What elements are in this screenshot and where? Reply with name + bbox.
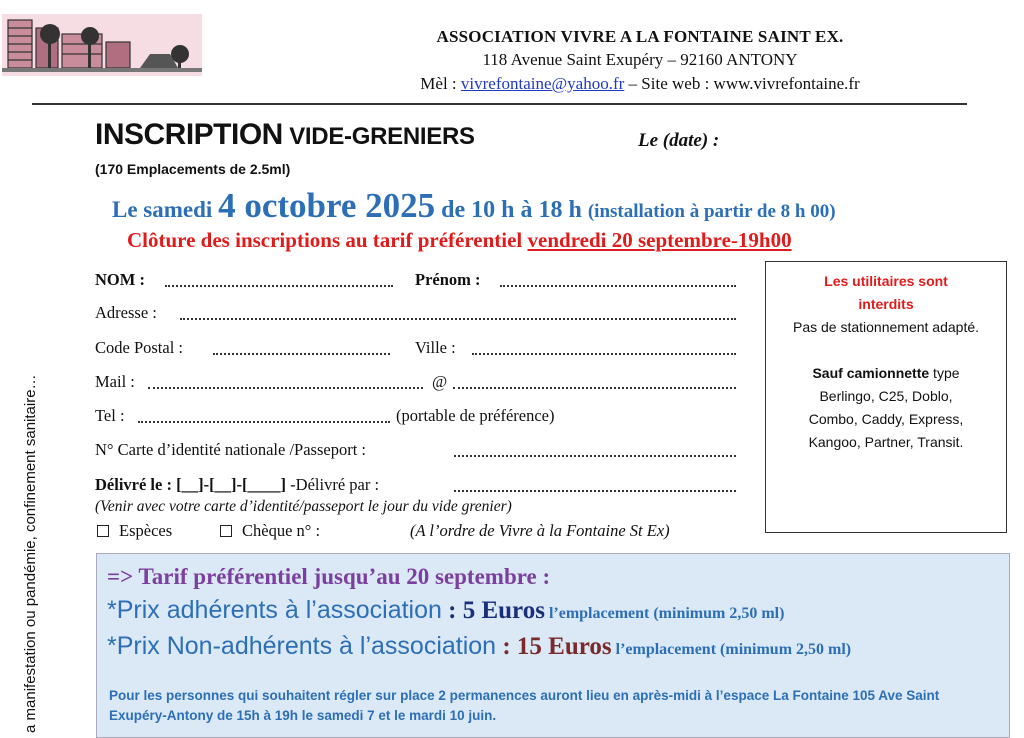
tarif-adherents [107,596,784,625]
header-divider [32,103,967,105]
adresse-field[interactable] [180,306,736,320]
org-contact [240,74,1024,94]
box-warning-1: Les utilitaires sont [824,273,948,289]
box-vehicles-2: Combo, Caddy, Express, [808,411,964,427]
at-sign: @ [432,372,448,391]
page-title [95,118,475,152]
prenom-field[interactable] [500,273,736,287]
vertical-note: a manifestation ou pandémie, confinement sanitaire… [22,374,39,733]
cp-field[interactable] [213,341,390,355]
adherents-price: : 5 Euros [441,597,545,624]
box-sauf: Sauf camionnette [812,365,930,381]
adresse-label: Adresse : [95,303,157,322]
deadline-date: vendredi 20 septembre-19h00 [527,228,792,252]
ville-field[interactable] [472,341,736,355]
association-logo [2,14,202,76]
event-hours: de 10 h à 18 h [435,197,588,223]
event-line [112,186,836,226]
box-type: type [929,365,960,381]
org-address: 118 Avenue Saint Exupéry – 92160 ANTONY [482,50,798,69]
deadline-text: Clôture des inscriptions au tarif préférentiel [127,228,528,252]
adherents-label: *Prix adhérents à l’association [107,596,442,624]
date-label: Le (date) : [638,130,720,151]
permanence-info: Pour les personnes qui souhaitent régler sur place 2 permanences auront lieu en après-midi à l’espace La Fontaine 105 Ave Saint Exupéry-Antony de 15h à 19h le samedi 7 et le mardi 10 juin. [109,688,940,723]
id-note: (Venir avec votre carte d’identité/passeport le jour du vide grenier) [95,498,512,515]
delivre-par-label: -Délivré par : [286,475,380,494]
nom-field[interactable] [165,273,393,287]
event-day: Le samedi [112,197,219,222]
mail-user-field[interactable] [148,375,423,389]
org-name: ASSOCIATION VIVRE A LA FONTAINE SAINT EX. [436,27,844,46]
especes-checkbox[interactable] [97,525,109,537]
tel-label: Tel : [95,406,125,425]
non-adherents-label: *Prix Non-adhérents à l’association [107,632,497,660]
title-main: INSCRIPTION [95,118,283,151]
cheque-checkbox[interactable] [220,525,232,537]
tarif-title: => Tarif préférentiel jusqu’au 20 septembre : [107,564,551,589]
adherents-unit: l’emplacement (minimum 2,50 ml) [544,605,785,622]
box-vehicles-1: Berlingo, C25, Doblo, [819,388,953,404]
nom-label: NOM : [95,270,145,289]
non-adherents-unit: l’emplacement (minimum 2,50 ml) [611,641,852,658]
cp-label: Code Postal : [95,338,184,357]
box-vehicles-3: Kangoo, Partner, Transit. [808,434,964,450]
especes-label: Espèces [119,521,173,540]
tel-note: (portable de préférence) [396,406,555,425]
email-link[interactable]: vivrefontaine@yahoo.fr [460,74,625,93]
tarif-non-adherents [107,632,851,661]
deadline-line [127,228,792,253]
payment-especes [97,521,172,541]
website-text: – Site web : www.vivrefontaine.fr [624,74,860,93]
subtitle: (170 Emplacements de 2.5ml) [95,161,291,177]
delivre-le-label: Délivré le : [__]-[__]-[____] [95,475,287,494]
box-warning-2: interdits [858,296,914,312]
mail-label: Mèl : [420,74,461,93]
cheque-label: Chèque n° : [242,521,321,540]
ville-label: Ville : [415,338,456,357]
mail-domain-field[interactable] [453,375,736,389]
non-adherents-price: : 15 Euros [496,633,612,660]
mail-label-field: Mail : [95,372,135,391]
box-parking: Pas de stationnement adapté. [792,319,980,335]
tel-field[interactable] [138,409,390,423]
event-setup: (installation à partir de 8 h 00) [587,201,836,222]
delivre-row [95,475,379,495]
event-date: 4 octobre 2025 [218,186,436,225]
vehicle-info-box [765,261,1007,533]
cni-field[interactable] [454,443,736,457]
prenom-label: Prénom : [415,270,481,289]
cheque-order: (A l’ordre de Vivre à la Fontaine St Ex) [410,521,670,540]
delivre-par-field[interactable] [454,478,736,492]
title-rest: VIDE-GRENIERS [282,123,475,150]
cni-label: N° Carte d’identité nationale /Passeport : [95,440,366,459]
payment-cheque [220,521,320,541]
